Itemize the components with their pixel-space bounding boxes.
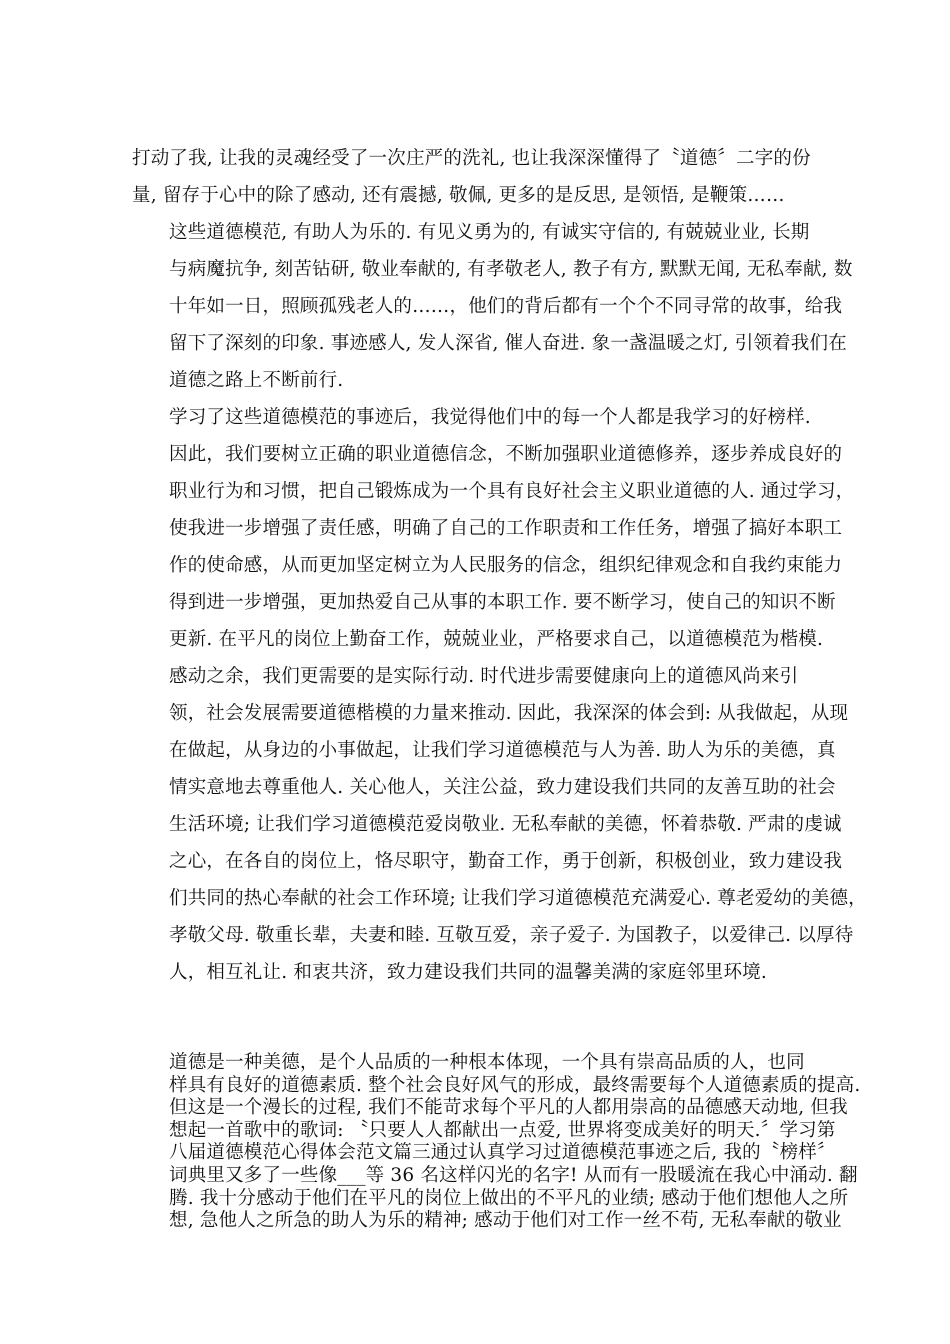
paragraph	[132, 658, 867, 991]
text-line: 但这是一个漫长的过程, 我们不能苛求每个平凡的人都用崇高的品德感天动地, 但我	[169, 1097, 848, 1119]
text-line: 想起一首歌中的歌词: 〝只要人人都献出一点爱, 世界将变成美好的明天.〞学习第	[169, 1119, 836, 1141]
text-line: 人，相互礼让. 和衷共济，致力建设我们共同的温馨美满的家庭邻里环境.	[169, 962, 767, 983]
text-line: 词典里又多了一些像___等 36 名这样闪光的名字! 从而有一股暖流在我心中涌动. 翻	[169, 1164, 858, 1186]
text-line: 与病魔抗争, 刻苦钻研, 敬业奉献的, 有孝敬老人, 教子有方, 默默无闻, 无私奉献, 数	[169, 259, 853, 280]
text-block-lower	[132, 1052, 861, 1233]
text-line: 使我进一步增强了责任感，明确了自己的工作职责和工作任务，增强了搞好本职工	[169, 518, 843, 539]
text-line: 得到进一步增强，更加热爱自己从事的本职工作. 要不断学习，使自己的知识不断	[169, 592, 836, 613]
text-line: 十年如一日，照顾孤残老人的……，他们的背后都有一个个不同寻常的故事，给我	[169, 296, 843, 317]
text-line: 更新. 在平凡的岗位上勤奋工作，兢兢业业，严格要求自己，以道德模范为楷模.	[169, 629, 824, 650]
text-line: 腾. 我十分感动于他们在平凡的岗位上做出的不平凡的业绩; 感动于他们想他人之所	[169, 1187, 849, 1209]
text-line: 想, 急他人之所急的助人为乐的精神; 感动于他们对工作一丝不苟, 无私奉献的敬业	[169, 1210, 842, 1232]
paragraph	[132, 140, 822, 214]
text-line: 因此，我们要树立正确的职业道德信念，不断加强职业道德修养，逐步养成良好的	[169, 444, 843, 465]
text-block-upper	[132, 140, 867, 991]
text-line: 之心，在各自的岗位上，恪尽职守，勤奋工作，勇于创新，积极创业，致力建设我	[169, 851, 843, 872]
text-line: 留下了深刻的印象. 事迹感人, 发人深省, 催人奋进. 象一盏温暖之灯, 引领着我们在	[169, 333, 847, 354]
text-line: 样具有良好的道德素质. 整个社会良好风气的形成，最终需要每个人道德素质的提高.	[169, 1074, 861, 1096]
text-line: 领，社会发展需要道德楷模的力量来推动. 因此，我深深的体会到: 从我做起，从现	[169, 703, 849, 724]
text-line: 们共同的热心奉献的社会工作环境; 让我们学习道德模范充满爱心. 尊老爱幼的美德，	[169, 888, 867, 909]
text-line: 职业行为和习惯，把自己锻炼成为一个具有良好社会主义职业道德的人. 通过学习，	[169, 481, 855, 502]
text-line: 作的使命感，从而更加坚定树立为人民服务的信念，组织纪律观念和自我约束能力	[169, 555, 843, 576]
text-line: 孝敬父母. 敬重长辈，夫妻和睦. 互敬互爱，亲子爱子. 为国教子，以爱律己. 以厚待	[169, 925, 854, 946]
text-line: 生活环境; 让我们学习道德模范爱岗敬业. 无私奉献的美德，怀着恭敬. 严肃的虔诚	[169, 814, 842, 835]
text-line: 学习了这些道德模范的事迹后，我觉得他们中的每一个人都是我学习的好榜样.	[169, 407, 811, 428]
paragraph	[132, 214, 853, 399]
text-line: 量, 留存于心中的除了感动, 还有震撼, 敬佩, 更多的是反思, 是领悟, 是鞭策……	[132, 185, 785, 206]
text-line: 八届道德模范心得体会范文篇三通过认真学习过道德模范事迹之后, 我的〝榜样〞	[169, 1142, 836, 1164]
text-line: 打动了我, 让我的灵魂经受了一次庄严的洗礼, 也让我深深懂得了〝道德〞二字的份	[132, 148, 811, 169]
text-line: 这些道德模范, 有助人为乐的. 有见义勇为的, 有诚实守信的, 有兢兢业业, 长期	[169, 222, 810, 243]
text-line: 道德之路上不断前行.	[169, 370, 344, 391]
text-line: 情实意地去尊重他人. 关心他人，关注公益，致力建设我们共同的友善互助的社会	[169, 777, 836, 798]
text-line: 感动之余，我们更需要的是实际行动. 时代进步需要健康向上的道德风尚来引	[169, 666, 799, 687]
text-line: 在做起，从身边的小事做起，让我们学习道德模范与人为善. 助人为乐的美德，真	[169, 740, 836, 761]
paragraph	[132, 1052, 861, 1233]
text-line: 道德是一种美德，是个人品质的一种根本体现，一个具有崇高品质的人，也同	[169, 1052, 805, 1073]
paragraph	[132, 399, 855, 658]
